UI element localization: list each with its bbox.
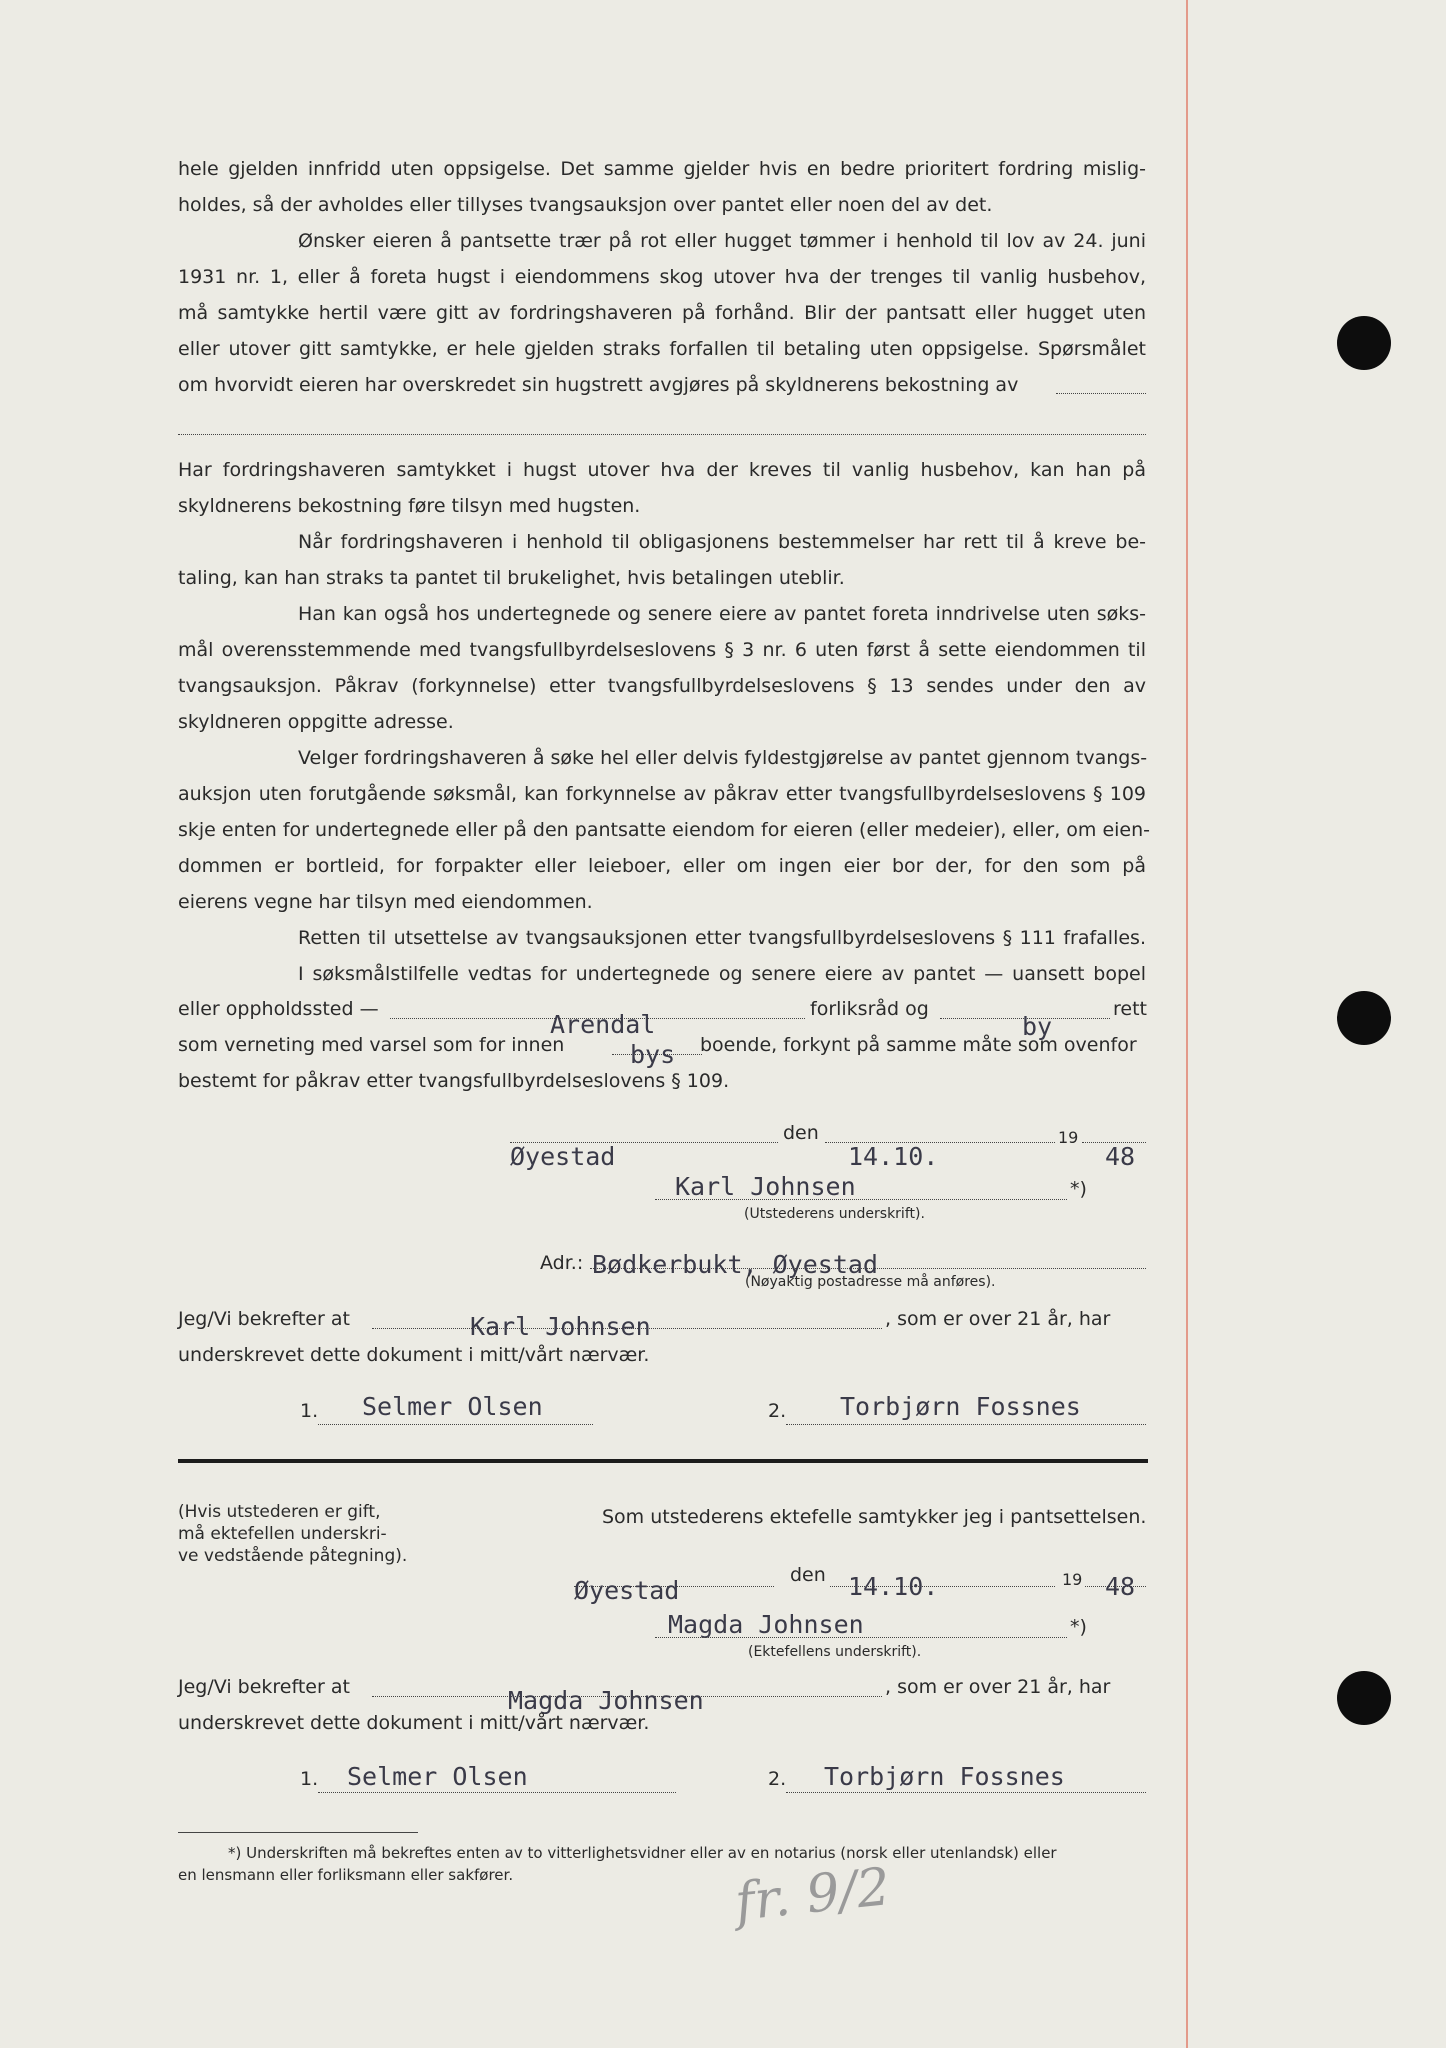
spouse-year: 48 <box>1105 1572 1136 1601</box>
section-divider <box>178 1459 1148 1463</box>
body-line: 1931 nr. 1, eller å foreta hugst i eiendommens skog utover hva der trenges til vanlig husbehov, <box>178 266 1146 288</box>
witness-line <box>786 1792 1146 1793</box>
venue-label: eller oppholdssted — <box>178 998 379 1020</box>
spouse-note-line: ve vedstående påtegning). <box>178 1546 408 1566</box>
witness-signer-name: Magda Johnsen <box>508 1686 704 1715</box>
spouse-date: 14.10. <box>848 1572 939 1601</box>
pencil-annotation: fr. 9/2 <box>732 1857 893 1933</box>
footnote-rule <box>178 1832 418 1833</box>
handwritten-arendal: Arendal <box>550 1010 656 1039</box>
footnote-mark: *) <box>1070 1178 1087 1200</box>
handwritten-by: by <box>1022 1012 1053 1041</box>
signature-caption: (Ektefellens underskrift). <box>748 1644 922 1660</box>
witness-text: Jeg/Vi bekrefter at <box>178 1676 350 1698</box>
signature-caption: (Utstederens underskrift). <box>744 1206 925 1222</box>
body-line: taling, kan han straks ta pantet til brukelighet, hvis betalingen uteblir. <box>178 567 845 589</box>
witness-number: 1. <box>300 1400 319 1422</box>
red-margin-line <box>1186 0 1188 2048</box>
body-line: skje enten for undertegnede eller på den pantsatte eiendom for eieren (eller medeier), eller, om eien- <box>178 819 1151 841</box>
witness-name: Torbjørn Fossnes <box>840 1392 1081 1421</box>
address-value: Bødkerbukt, Øyestad <box>592 1250 878 1279</box>
spouse-consent: Som utstederens ektefelle samtykker jeg i pantsettelsen. <box>602 1506 1147 1528</box>
signature-year: 48 <box>1105 1142 1136 1171</box>
witness-number: 1. <box>300 1768 319 1790</box>
spouse-note-line: (Hvis utstederen er gift, <box>178 1502 381 1522</box>
body-line: Velger fordringshaveren å søke hel eller delvis fyldestgjørelse av pantet gjennom tvangs- <box>298 747 1148 769</box>
body-line: skyldnerens bekostning føre tilsyn med hugsten. <box>178 495 641 517</box>
venue-label: bestemt for påkrav etter tvangsfullbyrdelseslovens § 109. <box>178 1070 730 1092</box>
body-line: Han kan også hos undertegnede og senere eiere av pantet foreta inndrivelse uten søks- <box>298 603 1146 625</box>
body-line: eller utover gitt samtykke, er hele gjelden straks forfallen til betaling uten oppsigelse. Spørsmålet <box>178 338 1146 360</box>
body-line: om hvorvidt eieren har overskredet sin hugstrett avgjøres på skyldnerens bekostning av <box>178 374 1019 396</box>
address-label: Adr.: <box>540 1252 584 1274</box>
body-line: I søksmålstilfelle vedtas for undertegnede og senere eiere av pantet — uansett bopel <box>298 963 1146 985</box>
footnote-line: en lensmann eller forliksmann eller sakfører. <box>178 1866 514 1884</box>
footnote-mark: *) <box>1070 1616 1087 1638</box>
punch-hole <box>1337 1671 1391 1725</box>
witness-number: 2. <box>768 1400 787 1422</box>
body-line: mål overensstemmende med tvangsfullbyrdelseslovens § 3 nr. 6 uten først å sette eiendommen til <box>178 639 1146 661</box>
punch-hole <box>1337 991 1391 1045</box>
year-prefix: 19 <box>1062 1570 1083 1589</box>
venue-label: boende, forkynt på samme måte som ovenfor <box>700 1034 1137 1056</box>
body-line: tvangsauksjon. Påkrav (forkynnelse) etter tvangsfullbyrdelseslovens § 13 sendes under den av <box>178 675 1146 697</box>
venue-label: rett <box>1113 998 1147 1020</box>
body-line: Retten til utsettelse av tvangsauksjonen etter tvangsfullbyrdelseslovens § 111 frafalles. <box>298 927 1146 949</box>
witness-line <box>318 1424 593 1425</box>
blank-line <box>178 434 1146 435</box>
footnote-line: *) Underskriften må bekreftes enten av to vitterlighetsvidner eller av en notarius (norsk eller utenlandsk) eller <box>228 1844 1057 1862</box>
witness-line <box>786 1424 1146 1425</box>
witness-name: Selmer Olsen <box>362 1392 543 1421</box>
year-prefix: 19 <box>1058 1128 1079 1147</box>
body-line: hele gjelden innfridd uten oppsigelse. Det samme gjelder hvis en bedre prioritert fordring mislig- <box>178 158 1146 180</box>
spouse-note-line: må ektefellen underskri- <box>178 1524 387 1544</box>
signer-name: Karl Johnsen <box>675 1172 856 1201</box>
den-label: den <box>790 1564 826 1586</box>
witness-text: underskrevet dette dokument i mitt/vårt nærvær. <box>178 1712 650 1734</box>
signature-place: Øyestad <box>510 1142 616 1171</box>
body-line: skyldneren oppgitte adresse. <box>178 711 454 733</box>
den-label: den <box>783 1122 819 1144</box>
signature-line <box>655 1199 1067 1200</box>
signature-date: 14.10. <box>848 1142 939 1171</box>
witness-text: underskrevet dette dokument i mitt/vårt nærvær. <box>178 1344 650 1366</box>
venue-label: som verneting med varsel som for innen <box>178 1034 565 1056</box>
body-line: auksjon uten forutgående søksmål, kan forkynnelse av påkrav etter tvangsfullbyrdelseslovens § 109 <box>178 783 1146 805</box>
address-caption: (Nøyaktig postadresse må anføres). <box>745 1274 996 1290</box>
witness-signer-name: Karl Johnsen <box>470 1312 651 1341</box>
witness-text: , som er over 21 år, har <box>885 1308 1111 1330</box>
witness-text: Jeg/Vi bekrefter at <box>178 1308 350 1330</box>
witness-number: 2. <box>768 1768 787 1790</box>
body-line: dommen er bortleid, for forpakter eller leieboer, eller om ingen eier bor der, for den som på <box>178 855 1146 877</box>
venue-label: forliksråd og <box>810 998 929 1020</box>
signature-line <box>655 1637 1067 1638</box>
body-line: Når fordringshaveren i henhold til obligasjonens bestemmelser har rett til å kreve be- <box>298 531 1146 553</box>
spouse-signer-name: Magda Johnsen <box>668 1610 864 1639</box>
body-line: Ønsker eieren å pantsette trær på rot eller hugget tømmer i henhold til lov av 24. juni <box>298 230 1146 252</box>
body-line: må samtykke hertil være gitt av fordringshaveren på forhånd. Blir der pantsatt eller hugget uten <box>178 302 1146 324</box>
blank-line <box>1056 393 1146 394</box>
witness-text: , som er over 21 år, har <box>885 1676 1111 1698</box>
witness-name: Selmer Olsen <box>347 1762 528 1791</box>
witness-line <box>318 1792 676 1793</box>
handwritten-bys: bys <box>630 1040 676 1069</box>
witness-name: Torbjørn Fossnes <box>824 1762 1065 1791</box>
punch-hole <box>1337 316 1391 370</box>
body-line: Har fordringshaveren samtykket i hugst utover hva der kreves til vanlig husbehov, kan han på <box>178 459 1146 481</box>
body-line: eierens vegne har tilsyn med eiendommen. <box>178 891 593 913</box>
body-line: holdes, så der avholdes eller tillyses tvangsauksjon over pantet eller noen del av det. <box>178 194 993 216</box>
spouse-place: Øyestad <box>574 1576 680 1605</box>
